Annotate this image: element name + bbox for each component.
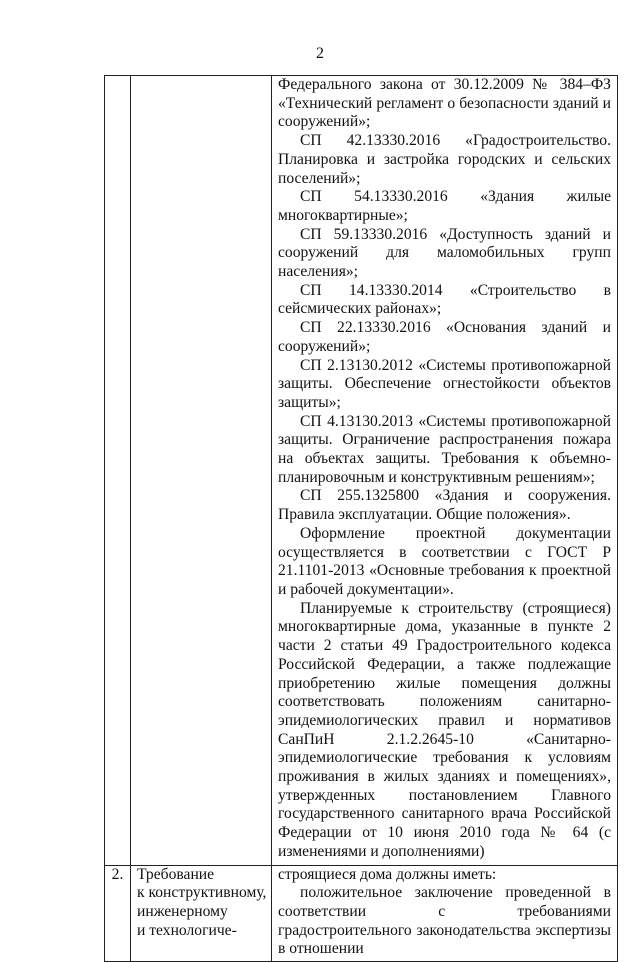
row-number-cell bbox=[105, 76, 131, 866]
requirement-name-line: Требование bbox=[137, 865, 215, 883]
paragraph: СП 14.13330.2014 «Строительство в сейсмических районах»; bbox=[278, 281, 611, 318]
paragraph: строящиеся дома должны иметь: bbox=[278, 865, 497, 883]
paragraph: Оформление проектной документации осуществляется в соответствии с ГОСТ Р 21.1101-2013 «Основные требования к проектной и рабочей документации». bbox=[278, 524, 611, 598]
paragraph: положительное заключение проведенной в соответствии с требованиями градостроительного законодательства экспертизы в отношении bbox=[278, 884, 611, 958]
requirement-name-line: к конструктивному, bbox=[137, 884, 267, 902]
table-row bbox=[105, 865, 618, 962]
paragraph: СП 59.13330.2016 «Доступность зданий и сооружений для маломобильных групп населения»; bbox=[278, 225, 611, 281]
page-number: 2 bbox=[316, 45, 324, 62]
paragraph: СП 255.1325800 «Здания и сооружения. Правила эксплуатации. Общие положения». bbox=[278, 487, 611, 524]
requirement-name-line: инженерному bbox=[137, 902, 228, 920]
requirement-name-line: и технологиче- bbox=[137, 921, 237, 939]
requirement-name-cell bbox=[131, 865, 272, 962]
requirement-text-cell bbox=[272, 865, 618, 962]
paragraph: СП 4.13130.2013 «Системы противопожарной защиты. Ограничение распространения пожара на объектах защиты. Требования к объемно-планировочным и конструктивным решениям»; bbox=[278, 412, 611, 486]
paragraph: Федерального закона от 30.12.2009 № 384–ФЗ «Технический регламент о безопасности зданий и сооружений»; bbox=[278, 76, 611, 131]
paragraph: Планируемые к строительству (строящиеся) многоквартирные дома, указанные в пункте 2 части 2 статьи 49 Градостроительного кодекса Российской Федерации, а также подлежащие приобретению жилые помещения должны соответствовать положениям санитарно-эпидемиологических правил и нормативов СанПиН 2.1.2.2645-10 «Санитарно-эпидемиологические требования к условиям проживания в жилых зданиях и помещениях», утвержденных постановлением Главного государственного санитарного врача Российской Федерации от 10 июня 2010 года № 64 (с изменениями и дополнениями) bbox=[278, 599, 611, 860]
requirement-name-cell bbox=[131, 76, 272, 866]
row-number-cell: 2. bbox=[105, 865, 131, 962]
requirements-table bbox=[104, 75, 618, 962]
paragraph: СП 54.13330.2016 «Здания жилые многоквартирные»; bbox=[278, 188, 611, 224]
paragraph: СП 2.13130.2012 «Системы противопожарной защиты. Обеспечение огнестойкости объектов защиты»; bbox=[278, 356, 611, 411]
table-row bbox=[105, 76, 618, 866]
requirement-text-cell bbox=[272, 76, 618, 866]
paragraph: СП 22.13330.2016 «Основания зданий и сооружений»; bbox=[278, 319, 611, 355]
paragraph: СП 42.13330.2016 «Градостроительство. Планировка и застройка городских и сельских поселений»; bbox=[278, 132, 611, 187]
